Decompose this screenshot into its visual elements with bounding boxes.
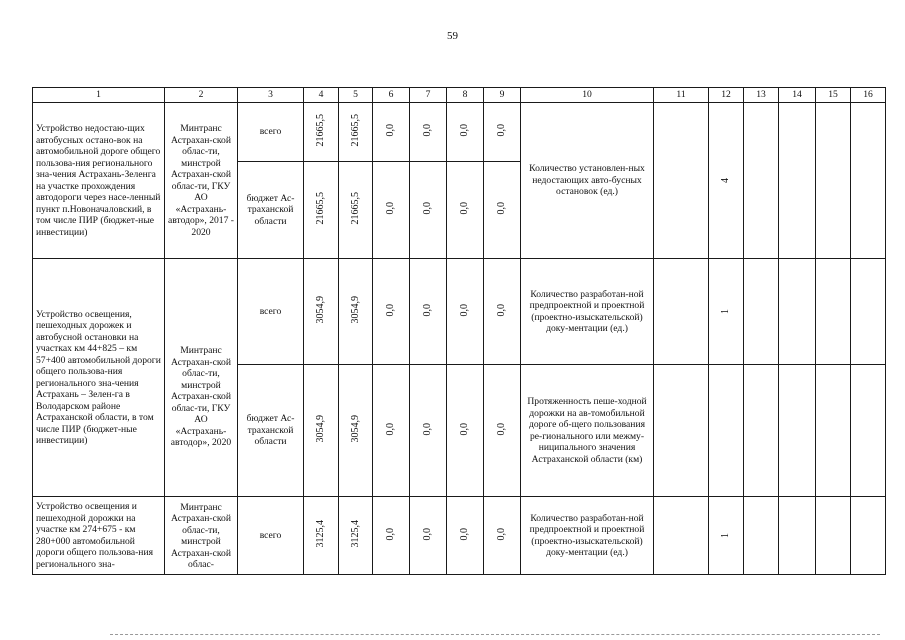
header-col-5: 5 bbox=[339, 88, 373, 103]
value-col-8: 0,0 bbox=[447, 103, 484, 162]
value-col-6: 0,0 bbox=[373, 365, 410, 497]
value-col-7: 0,0 bbox=[410, 162, 447, 259]
col-14-cell bbox=[779, 103, 816, 259]
value-col-4: 21665,5 bbox=[304, 103, 339, 162]
col-11-cell bbox=[654, 365, 709, 497]
col-13-cell bbox=[744, 259, 779, 365]
value-col-12: 4 bbox=[709, 103, 744, 259]
measure-name: Устройство освещения, пешеходных дорожек и автобусной остановки на участках км 44+825 – км 57+400 автомобильной дороги общего пользова-ния регионального зна-чения Астрахань – Зелен-га в Володарском районе Астраханской области, в том числе ПИР (бюджет-ные инвестиции) bbox=[33, 259, 165, 497]
measure-name: Устройство освещения и пешеходной дорожки на участке км 274+675 - км 280+000 автомобильной дороги общего пользова-ния регионального зна- bbox=[33, 497, 165, 575]
col-14-cell bbox=[779, 497, 816, 575]
header-row bbox=[33, 88, 886, 103]
col-16-cell bbox=[851, 259, 886, 365]
col-11-cell bbox=[654, 103, 709, 259]
value-col-9: 0,0 bbox=[484, 497, 521, 575]
col-16-cell bbox=[851, 497, 886, 575]
value-col-4: 21665,5 bbox=[304, 162, 339, 259]
header-col-6: 6 bbox=[373, 88, 410, 103]
header-col-7: 7 bbox=[410, 88, 447, 103]
measure-name: Устройство недостаю-щих автобусных остано-вок на автомобильной дороге общего пользова-ния регионального зна-чения Астрахань-Зеленга на участке прохождения автодороги через насе-ленный пункт п.Новоначаловский, в том числе ПИР (бюджет-ные инвестиции) bbox=[33, 103, 165, 259]
funding-source: всего bbox=[238, 497, 304, 575]
indicator-cell: Протяженность пеше-ходной дорожки на ав-томобильной дороге об-щего пользования ре-гионального или межму-ниципального значения Астраханской области (км) bbox=[521, 365, 654, 497]
value-col-9: 0,0 bbox=[484, 162, 521, 259]
header-col-9: 9 bbox=[484, 88, 521, 103]
value-col-6: 0,0 bbox=[373, 103, 410, 162]
table-row bbox=[33, 259, 886, 365]
funding-source: бюджет Ас-траханской области bbox=[238, 365, 304, 497]
header-col-15: 15 bbox=[816, 88, 851, 103]
value-col-7: 0,0 bbox=[410, 497, 447, 575]
value-col-12: 1 bbox=[709, 259, 744, 365]
col-15-cell bbox=[816, 259, 851, 365]
value-col-6: 0,0 bbox=[373, 497, 410, 575]
value-col-7: 0,0 bbox=[410, 365, 447, 497]
col-14-cell bbox=[779, 259, 816, 365]
page-bottom-rule bbox=[110, 634, 880, 635]
executor-cell: Минтранс Астрахан-ской облас-ти, минстрой Астрахан-ской облас-ти, ГКУ АО «Астрахань-автодор», 2020 bbox=[165, 259, 238, 497]
header-col-12: 12 bbox=[709, 88, 744, 103]
executor-cell: Минтранс Астрахан-ской облас-ти, минстрой Астрахан-ской облас- bbox=[165, 497, 238, 575]
value-col-9: 0,0 bbox=[484, 103, 521, 162]
funding-source: бюджет Ас-траханской области bbox=[238, 162, 304, 259]
col-13-cell bbox=[744, 365, 779, 497]
value-col-9: 0,0 bbox=[484, 365, 521, 497]
header-col-11: 11 bbox=[654, 88, 709, 103]
value-col-9: 0,0 bbox=[484, 259, 521, 365]
executor-cell: Минтранс Астрахан-ской облас-ти, минстрой Астрахан-ской облас-ти, ГКУ АО «Астрахань-автодор», 2017 - 2020 bbox=[165, 103, 238, 259]
value-col-5: 3125,4 bbox=[339, 497, 373, 575]
header-col-16: 16 bbox=[851, 88, 886, 103]
col-14-cell bbox=[779, 365, 816, 497]
col-16-cell bbox=[851, 103, 886, 259]
header-col-4: 4 bbox=[304, 88, 339, 103]
value-col-8: 0,0 bbox=[447, 497, 484, 575]
header-col-8: 8 bbox=[447, 88, 484, 103]
program-table bbox=[32, 87, 886, 575]
col-11-cell bbox=[654, 259, 709, 365]
col-13-cell bbox=[744, 497, 779, 575]
indicator-cell: Количество установлен-ных недостающих авто-бусных остановок (ед.) bbox=[521, 103, 654, 259]
value-col-6: 0,0 bbox=[373, 259, 410, 365]
col-13-cell bbox=[744, 103, 779, 259]
table-row bbox=[33, 103, 886, 162]
header-col-2: 2 bbox=[165, 88, 238, 103]
col-15-cell bbox=[816, 365, 851, 497]
col-16-cell bbox=[851, 365, 886, 497]
header-col-1: 1 bbox=[33, 88, 165, 103]
funding-source: всего bbox=[238, 103, 304, 162]
header-col-3: 3 bbox=[238, 88, 304, 103]
indicator-cell: Количество разработан-ной предпроектной и проектной (проектно-изыскательской) доку-ментации (ед.) bbox=[521, 259, 654, 365]
value-col-7: 0,0 bbox=[410, 103, 447, 162]
indicator-cell: Количество разработан-ной предпроектной и проектной (проектно-изыскательской) доку-ментации (ед.) bbox=[521, 497, 654, 575]
value-col-4: 3054,9 bbox=[304, 365, 339, 497]
value-col-5: 21665,5 bbox=[339, 103, 373, 162]
header-col-10: 10 bbox=[521, 88, 654, 103]
value-col-6: 0,0 bbox=[373, 162, 410, 259]
value-col-12: 1 bbox=[709, 497, 744, 575]
value-col-12 bbox=[709, 365, 744, 497]
value-col-4: 3125,4 bbox=[304, 497, 339, 575]
value-col-8: 0,0 bbox=[447, 365, 484, 497]
header-col-13: 13 bbox=[744, 88, 779, 103]
col-15-cell bbox=[816, 497, 851, 575]
col-15-cell bbox=[816, 103, 851, 259]
value-col-7: 0,0 bbox=[410, 259, 447, 365]
value-col-4: 3054,9 bbox=[304, 259, 339, 365]
table-row bbox=[33, 497, 886, 575]
value-col-8: 0,0 bbox=[447, 162, 484, 259]
col-11-cell bbox=[654, 497, 709, 575]
page-number: 59 bbox=[447, 30, 458, 42]
value-col-5: 3054,9 bbox=[339, 259, 373, 365]
value-col-5: 3054,9 bbox=[339, 365, 373, 497]
header-col-14: 14 bbox=[779, 88, 816, 103]
value-col-8: 0,0 bbox=[447, 259, 484, 365]
funding-source: всего bbox=[238, 259, 304, 365]
value-col-5: 21665,5 bbox=[339, 162, 373, 259]
